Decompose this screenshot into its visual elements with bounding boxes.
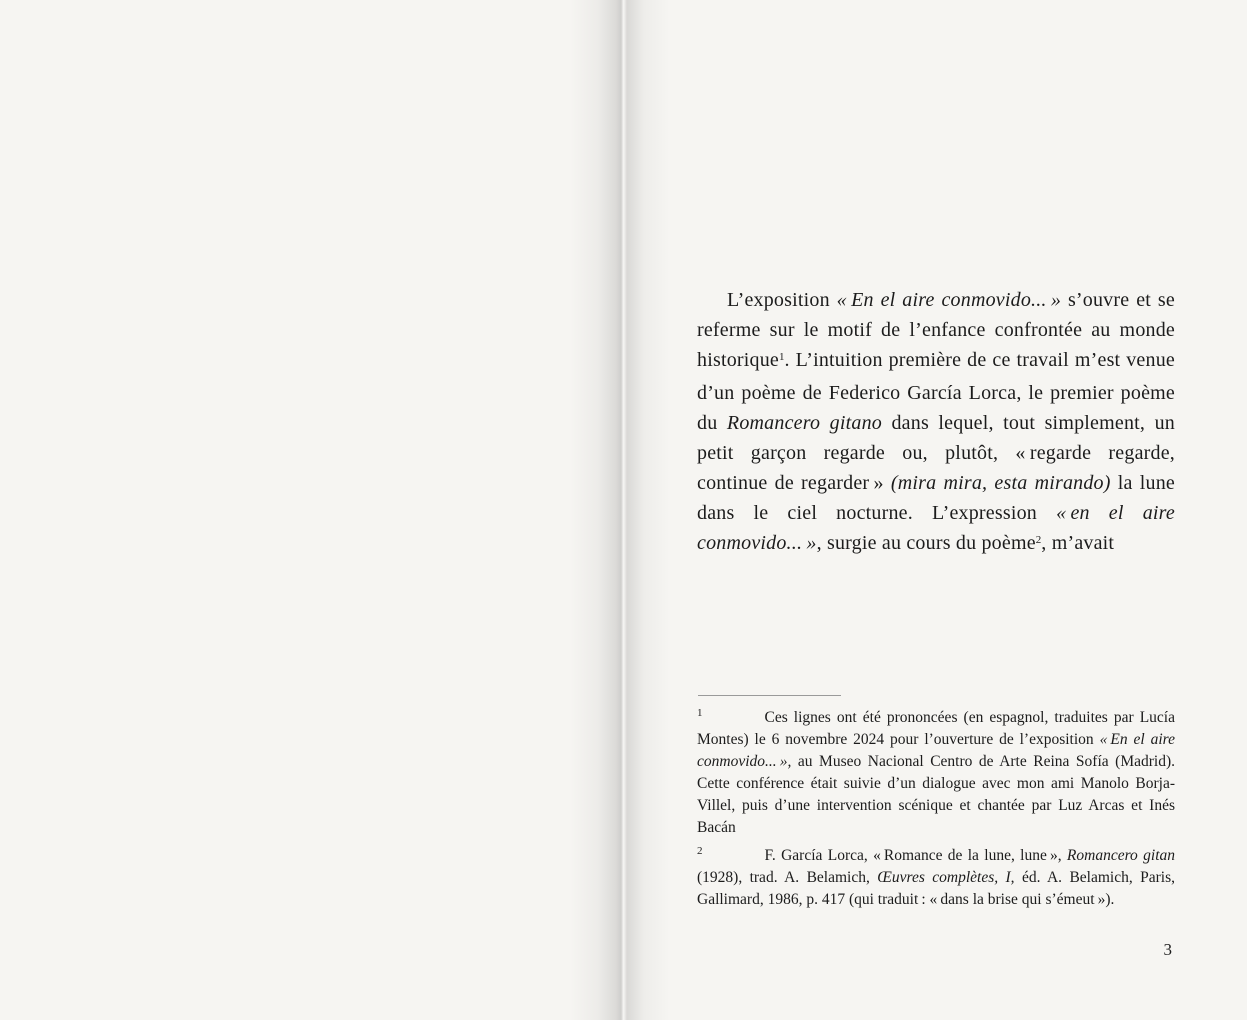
footnote-2-text: F. García Lorca, « Romance de la lune, lune », Romancero gitan (1928), trad. A. Belamich, Œuvres complètes, I, éd. A. Belamich, Paris, Gallimard, 1986, p. 417 (qui traduit : « dans la brise qui s’émeut »). (697, 847, 1175, 908)
page-number: 3 (1163, 940, 1172, 959)
footnote-2 (697, 845, 1175, 911)
footnote-2-marker: 2 (697, 845, 703, 857)
page-left-blank (0, 0, 610, 1020)
footnote-1 (697, 707, 1175, 839)
body-text-paragraph: L’exposition « En el aire conmovido... » s’ouvre et se referme sur le motif de l’enfance confrontée au monde historique$^1$. L’intuition première de ce travail m’est venue d’un poème de Federico García Lorca, le premier poème du Romancero gitano dans lequel, tout simplement, un petit garçon regarde ou, plutôt, « regarde regarde, continue de regarder » (mira mira, esta mirando) la lune dans le ciel nocturne. L’expression « en el aire conmovido... », surgie au cours du poème$^2$, m’avait (697, 289, 1175, 554)
text-column (697, 0, 1175, 1020)
footnote-1-text: Ces lignes ont été prononcées (en espagnol, traduites par Lucía Montes) le 6 novembre 2024 pour l’ouverture de l’exposition « En el aire conmovido... », au Museo Nacional Centro de Arte Reina Sofía (Madrid). Cette conférence était suivie d’un dialogue avec mon ami Manolo Borja-Villel, puis d’une intervention scénique et chantée par Luz Arcas et Inés Bacán (697, 709, 1175, 836)
footnote-indent-gap (703, 859, 765, 860)
footnote-indent-gap (703, 721, 765, 722)
footnote-rule (698, 695, 841, 696)
footnote-1-marker: 1 (697, 707, 703, 719)
